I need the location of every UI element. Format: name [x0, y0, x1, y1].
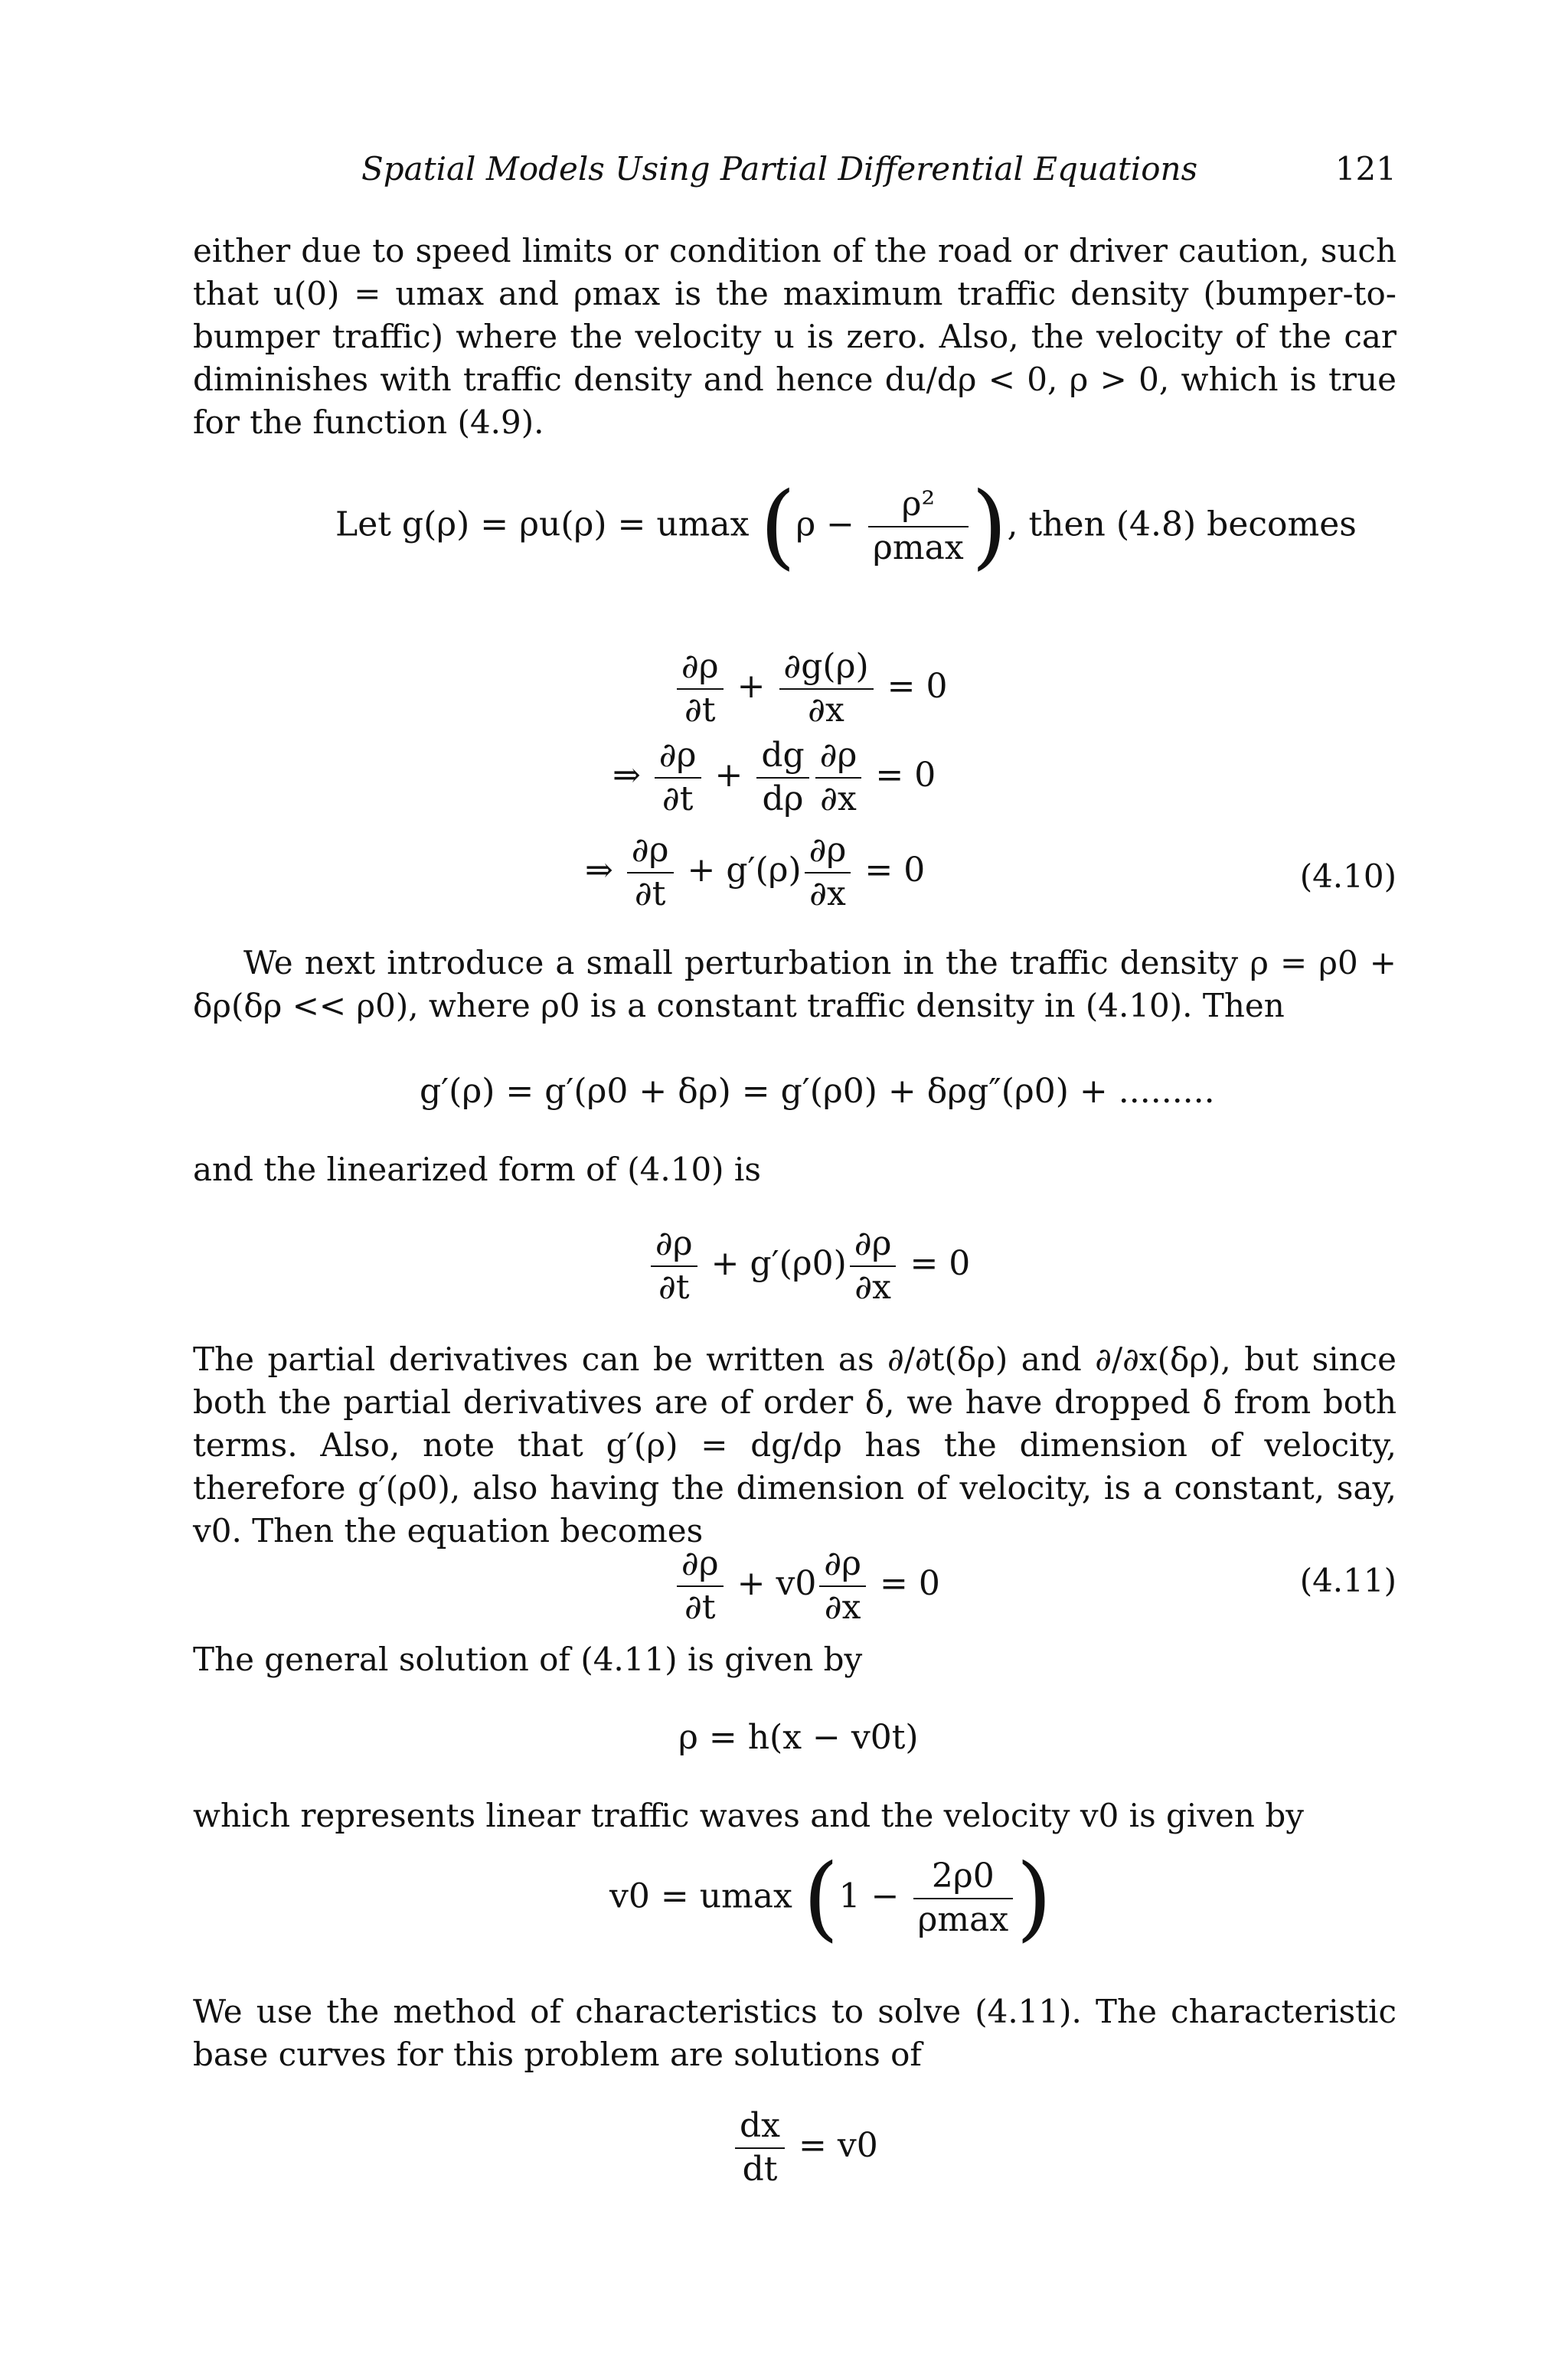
running-header [193, 150, 1396, 196]
running-title: Spatial Models Using Partial Differential Equations [361, 150, 1198, 188]
paragraph-2: We next introduce a small perturbation in the traffic density ρ = ρ0 + δρ(δρ << ρ0), where ρ0 is a constant traffic density in (4.10). Then [193, 944, 1396, 1024]
paragraph-5: The general solution of (4.11) is given by [193, 1641, 863, 1678]
paragraph-3: and the linearized form of (4.10) is [193, 1151, 761, 1188]
paragraph-1: either due to speed limits or condition of the road or driver caution, such that u(0) = umax and ρmax is the maximum traffic density (bumper-to-bumper traffic) where the velocity u is zero. Also, the velocity of the car diminishes with traffic density and hence du/dρ < 0, ρ > 0, which is true for the function (4.9). [193, 232, 1396, 441]
taylor-expansion: g′(ρ) = g′(ρ0 + δρ) = g′(ρ0) + δρg″(ρ0) + ......... [420, 1072, 1215, 1111]
let-line-equation [335, 473, 1357, 580]
page-number: 121 [1334, 150, 1396, 188]
equation-number-4-11: (4.11) [1299, 1562, 1396, 1599]
paragraph-6: which represents linear traffic waves and the velocity v0 is given by [193, 1797, 1304, 1834]
equation-number-4-10: (4.10) [1299, 857, 1396, 895]
rho-squared-fraction: $\frac{\text{ρ²}}{\rho\max}$ [868, 485, 969, 567]
paragraph-7: We use the method of characteristics to solve (4.11). The characteristic base curves for this problem are solutions of [193, 1993, 1396, 2073]
left-paren: ( [760, 473, 796, 580]
equation-4-11: $\frac{\partial\rho}{\partial t}$ + v0 $\frac{\partial\rho}{\partial x}$ = 0 [674, 1545, 940, 1627]
let-suffix: , then (4.8) becomes [1007, 505, 1357, 544]
v0-equation: v0 = umax (1 − $\frac{2\rho 0}{\rho\max}$ ) [609, 1845, 1052, 1951]
equation-line-1: $\frac{\partial\rho}{\partial t}$ + $\frac{\partial g(\rho)}{\partial x}$ = 0 [674, 648, 947, 730]
linearized-equation: $\frac{\partial\rho}{\partial t}$ + g′(ρ0) $\frac{\partial\rho}{\partial x}$ = 0 [648, 1225, 970, 1307]
characteristic-equation: $\frac{dx}{dt}$ = v0 [732, 2107, 878, 2189]
equation-4-10: ⇒ $\frac{\partial\rho}{\partial t}$ + g′(ρ) $\frac{\partial\rho}{\partial x}$ = 0 [585, 831, 926, 913]
paragraph-4: The partial derivatives can be written as ∂/∂t(δρ) and ∂/∂x(δρ), but since both the partial derivatives are of order δ, we have dropped δ from both terms. Also, note that g′(ρ) = dg/dρ has the dimension of velocity, therefore g′(ρ0), also having the dimension of velocity, is a constant, say, v0. Then the equation becomes [193, 1340, 1396, 1549]
right-paren: ) [971, 473, 1008, 580]
equation-line-2: ⇒ $\frac{\partial\rho}{\partial t}$ + $\frac{dg}{d\rho}$ $\frac{\partial\rho}{\partial x}$ = 0 [612, 736, 936, 818]
general-solution: ρ = h(x − v0t) [678, 1718, 919, 1757]
let-prefix: Let g(ρ) = ρu(ρ) = umax [335, 505, 750, 544]
let-inner: ρ − [795, 505, 855, 544]
